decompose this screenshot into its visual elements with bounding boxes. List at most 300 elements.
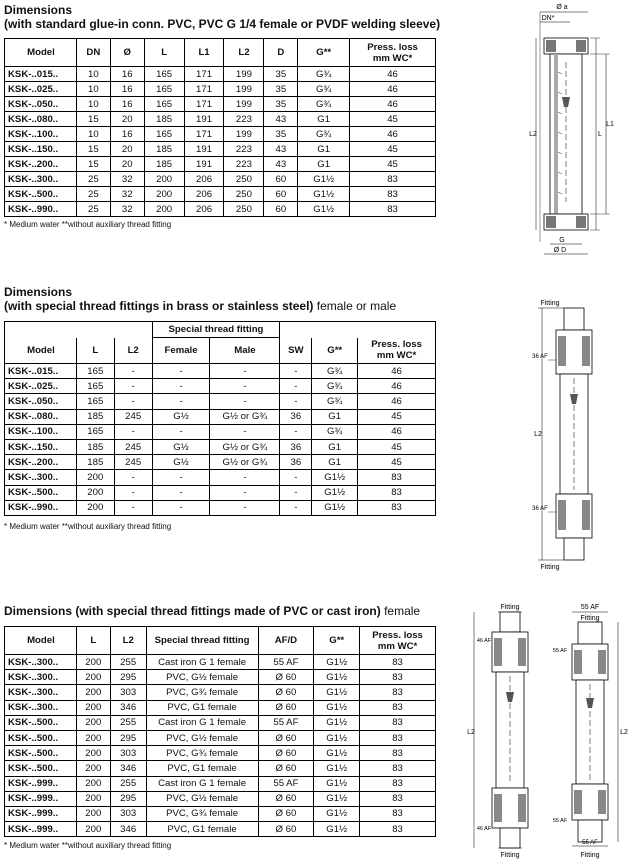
table-cell: 45 — [358, 439, 436, 454]
table-cell: 346 — [110, 761, 146, 776]
table-row — [5, 82, 436, 97]
table-cell: Ø 60 — [258, 822, 314, 837]
table-row — [5, 730, 436, 745]
table-cell: G¾ — [298, 127, 350, 142]
table-cell: PVC, G1 female — [146, 761, 258, 776]
table-row — [5, 424, 436, 439]
table-cell: G¾ — [298, 82, 350, 97]
table-cell: G¾ — [312, 379, 358, 394]
model-cell: KSK-..500.. — [5, 187, 77, 202]
table-row — [5, 67, 436, 82]
label-l1: L1 — [606, 121, 614, 128]
table-cell: - — [152, 470, 210, 485]
section1-footnote: * Medium water **without auxiliary thread fitting — [4, 220, 172, 229]
header-l: L — [76, 627, 110, 655]
table-cell: 199 — [224, 127, 264, 142]
table-cell: 55 AF — [258, 655, 314, 670]
table-cell: 185 — [144, 112, 184, 127]
table-cell: 165 — [144, 97, 184, 112]
model-cell: KSK-..500.. — [5, 485, 77, 500]
table-cell: Ø 60 — [258, 746, 314, 761]
label-fitting-top: Fitting — [540, 300, 560, 307]
label-af-b-top: 55 AF — [580, 604, 600, 611]
table-cell: 35 — [264, 127, 298, 142]
label-l2: L2 — [534, 431, 542, 438]
table-cell: 16 — [110, 127, 144, 142]
table-cell: - — [210, 500, 280, 515]
table-cell: - — [114, 394, 152, 409]
table-cell: G1½ — [312, 500, 358, 515]
table-cell: PVC, G1 female — [146, 700, 258, 715]
table-cell: 199 — [224, 97, 264, 112]
table-cell: 46 — [350, 97, 436, 112]
table-cell: 83 — [358, 500, 436, 515]
table-cell: 223 — [224, 157, 264, 172]
table-cell: G1½ — [314, 776, 360, 791]
table-cell: 185 — [76, 455, 114, 470]
table-cell: 223 — [224, 142, 264, 157]
flowmeter-drawing-pvc-b — [548, 600, 634, 864]
table-cell: G1½ — [314, 822, 360, 837]
header-af-d: AF/D — [258, 627, 314, 655]
table-cell: 36 — [280, 409, 312, 424]
table-cell: G1½ — [314, 670, 360, 685]
table-row — [5, 655, 436, 670]
table-row — [5, 142, 436, 157]
table-cell: 83 — [360, 776, 436, 791]
model-cell: KSK-..500.. — [5, 761, 77, 776]
section2-title-line2 — [4, 299, 454, 313]
table-cell: PVC, G½ female — [146, 730, 258, 745]
table-cell: 250 — [224, 202, 264, 217]
table-cell: 295 — [110, 791, 146, 806]
label-af-b-bottom: 55 AF — [582, 840, 598, 846]
table-cell: 60 — [264, 202, 298, 217]
table-cell: 200 — [144, 187, 184, 202]
header-press-loss-line2: mm WC* — [376, 350, 417, 362]
table-cell: 36 — [280, 455, 312, 470]
section3-title — [4, 604, 464, 618]
table-cell: 200 — [76, 761, 110, 776]
table-cell: 200 — [76, 500, 114, 515]
table-cell: 16 — [110, 67, 144, 82]
table-cell: 185 — [76, 409, 114, 424]
table-cell: 165 — [76, 364, 114, 379]
table-cell: 223 — [224, 112, 264, 127]
table-row — [5, 187, 436, 202]
table-cell: - — [280, 500, 312, 515]
header-l: L — [144, 39, 184, 67]
table-cell: 171 — [184, 82, 224, 97]
table-cell: 200 — [76, 730, 110, 745]
table-cell: 36 — [280, 439, 312, 454]
table-cell: 46 — [358, 379, 436, 394]
table-cell: G1½ — [298, 187, 350, 202]
table-cell: PVC, G¾ female — [146, 746, 258, 761]
table-row — [5, 172, 436, 187]
table-row — [5, 685, 436, 700]
table-cell: G¾ — [312, 394, 358, 409]
table-cell: - — [114, 424, 152, 439]
table-cell: 346 — [110, 700, 146, 715]
table-cell: G½ — [152, 455, 210, 470]
section3-title-normal: female — [380, 604, 421, 618]
table-cell: - — [210, 379, 280, 394]
flowmeter-drawing-pvc-a — [462, 600, 548, 864]
section2-header-row — [5, 338, 436, 364]
table-cell: 83 — [350, 202, 436, 217]
section1-table-body — [5, 67, 436, 217]
table-row — [5, 112, 436, 127]
table-cell: 200 — [144, 202, 184, 217]
table-cell: 60 — [264, 172, 298, 187]
table-cell: 60 — [264, 187, 298, 202]
section3-table-body — [5, 655, 436, 837]
table-cell: 303 — [110, 806, 146, 821]
header-press-loss-line2: mm WC* — [372, 52, 413, 64]
flowmeter-drawing-standard — [520, 2, 620, 264]
label-fitting-bottom: Fitting — [540, 564, 560, 571]
header-d: D — [264, 39, 298, 67]
table-cell: Cast iron G 1 female — [146, 715, 258, 730]
table-row — [5, 806, 436, 821]
header-press-loss — [358, 338, 436, 364]
table-cell: - — [114, 379, 152, 394]
table-cell: - — [114, 470, 152, 485]
table-cell: 45 — [350, 112, 436, 127]
table-cell: 32 — [110, 202, 144, 217]
section-standard-connections — [4, 3, 444, 233]
label-dn: DN* — [541, 15, 555, 22]
model-cell: KSK-..025.. — [5, 82, 77, 97]
table-cell: G1½ — [314, 685, 360, 700]
table-cell: G1 — [312, 455, 358, 470]
section2-table-body — [5, 364, 436, 516]
table-cell: PVC, G¾ female — [146, 806, 258, 821]
table-cell: PVC, G½ female — [146, 791, 258, 806]
model-cell: KSK-..300.. — [5, 670, 77, 685]
table-cell: 35 — [264, 82, 298, 97]
table-cell: 165 — [76, 424, 114, 439]
section2-title-line1: Dimensions — [4, 285, 73, 299]
model-cell: KSK-..025.. — [5, 379, 77, 394]
table-cell: 83 — [350, 187, 436, 202]
table-cell: 15 — [76, 112, 110, 127]
table-row — [5, 746, 436, 761]
table-cell: 32 — [110, 187, 144, 202]
table-cell: Ø 60 — [258, 806, 314, 821]
table-cell: 83 — [350, 172, 436, 187]
table-cell: Ø 60 — [258, 791, 314, 806]
table-cell: - — [114, 364, 152, 379]
table-cell: PVC, G¾ female — [146, 685, 258, 700]
model-cell: KSK-..050.. — [5, 394, 77, 409]
header-sw: SW — [280, 338, 312, 364]
section2-title-normal: female or male — [313, 299, 397, 313]
table-cell: 83 — [360, 806, 436, 821]
header-dn: DN — [76, 39, 110, 67]
table-cell: 250 — [224, 187, 264, 202]
table-cell: 206 — [184, 187, 224, 202]
table-cell: G¾ — [298, 97, 350, 112]
table-cell: G1½ — [298, 172, 350, 187]
table-row — [5, 700, 436, 715]
section2-group-row — [5, 322, 436, 338]
table-cell: 199 — [224, 67, 264, 82]
table-cell: G1 — [298, 142, 350, 157]
label-g: G — [559, 237, 565, 244]
model-cell: KSK-..150.. — [5, 142, 77, 157]
header-female: Female — [152, 338, 210, 364]
table-row — [5, 379, 436, 394]
section3-title-bold: Dimensions (with special thread fittings made of PVC or cast iron) — [4, 604, 381, 618]
table-cell: G1½ — [298, 202, 350, 217]
table-cell: 200 — [76, 700, 110, 715]
table-row — [5, 127, 436, 142]
table-cell: 83 — [360, 791, 436, 806]
table-cell: 165 — [76, 394, 114, 409]
table-cell: 250 — [224, 172, 264, 187]
table-cell: Ø 60 — [258, 670, 314, 685]
table-cell: - — [152, 394, 210, 409]
section1-title-line1: Dimensions — [4, 3, 73, 17]
table-cell: 20 — [110, 142, 144, 157]
table-cell: 83 — [360, 715, 436, 730]
table-row — [5, 470, 436, 485]
table-cell: PVC, G1 female — [146, 822, 258, 837]
table-cell: 46 — [350, 127, 436, 142]
section1-title-line2: (with standard glue-in conn. PVC, PVC G 1/4 female or PVDF welding sleeve) — [4, 17, 441, 31]
table-cell: PVC, G½ female — [146, 670, 258, 685]
table-cell: - — [280, 485, 312, 500]
header-model: Model — [5, 39, 77, 67]
table-cell: G½ or G¾ — [210, 409, 280, 424]
table-cell: 245 — [114, 409, 152, 424]
table-cell: 346 — [110, 822, 146, 837]
model-cell: KSK-..080.. — [5, 409, 77, 424]
table-cell: 165 — [144, 67, 184, 82]
table-cell: - — [114, 485, 152, 500]
table-cell: - — [210, 364, 280, 379]
label-af-b-side-bottom: 55 AF — [552, 818, 568, 824]
table-cell: 20 — [110, 157, 144, 172]
model-cell: KSK-..200.. — [5, 455, 77, 470]
table-row — [5, 157, 436, 172]
table-cell: 10 — [76, 127, 110, 142]
table-cell: 45 — [350, 142, 436, 157]
table-cell: G1½ — [314, 715, 360, 730]
table-cell: 255 — [110, 776, 146, 791]
table-cell: - — [152, 485, 210, 500]
table-row — [5, 791, 436, 806]
table-cell: 16 — [110, 97, 144, 112]
model-cell: KSK-..999.. — [5, 791, 77, 806]
section1-header-row — [5, 39, 436, 67]
model-cell: KSK-..015.. — [5, 67, 77, 82]
table-cell: 191 — [184, 157, 224, 172]
table-cell: 43 — [264, 157, 298, 172]
header-model: Model — [5, 338, 77, 364]
table-cell: Cast iron G 1 female — [146, 655, 258, 670]
table-cell: - — [210, 394, 280, 409]
header-l2: L2 — [224, 39, 264, 67]
flowmeter-drawing-brass — [520, 296, 620, 576]
table-row — [5, 409, 436, 424]
label-diameter-d: Ø D — [553, 247, 567, 254]
label-af-top: 36 AF — [532, 354, 548, 360]
header-l: L — [76, 338, 114, 364]
table-cell: 45 — [350, 157, 436, 172]
header-press-loss-line1: Press. loss — [367, 41, 418, 53]
table-cell: 165 — [144, 82, 184, 97]
section2-footnote: * Medium water **without auxiliary thread fitting — [4, 522, 172, 531]
table-row — [5, 455, 436, 470]
model-cell: KSK-..999.. — [5, 806, 77, 821]
table-cell: G1 — [312, 439, 358, 454]
table-cell: 200 — [76, 715, 110, 730]
table-row — [5, 670, 436, 685]
table-cell: G1½ — [312, 470, 358, 485]
table-row — [5, 439, 436, 454]
model-cell: KSK-..050.. — [5, 97, 77, 112]
label-af-b-side-top: 55 AF — [552, 648, 568, 654]
table-cell: 83 — [360, 746, 436, 761]
table-cell: - — [280, 470, 312, 485]
table-row — [5, 715, 436, 730]
model-cell: KSK-..999.. — [5, 776, 77, 791]
table-cell: 45 — [358, 455, 436, 470]
table-cell: 83 — [360, 655, 436, 670]
table-cell: 171 — [184, 97, 224, 112]
label-l2-a: L2 — [467, 729, 475, 736]
table-cell: 199 — [224, 82, 264, 97]
table-cell: 165 — [144, 127, 184, 142]
table-cell: G1½ — [314, 655, 360, 670]
table-cell: 200 — [76, 806, 110, 821]
section2-title-bold: (with special thread fittings in brass or stainless steel) — [4, 299, 314, 313]
header-l2: L2 — [110, 627, 146, 655]
table-cell: 200 — [76, 485, 114, 500]
table-cell: G1 — [312, 409, 358, 424]
table-cell: 43 — [264, 142, 298, 157]
table-cell: 46 — [358, 424, 436, 439]
model-cell: KSK-..300.. — [5, 470, 77, 485]
table-cell: 245 — [114, 439, 152, 454]
table-cell: - — [152, 379, 210, 394]
table-cell: G½ — [152, 439, 210, 454]
label-af-a-top: 46 AF — [476, 638, 492, 644]
header-male: Male — [210, 338, 280, 364]
table-cell: 46 — [350, 82, 436, 97]
header-model: Model — [5, 627, 77, 655]
table-cell: 200 — [76, 685, 110, 700]
table-cell: 200 — [76, 746, 110, 761]
table-cell: 206 — [184, 172, 224, 187]
table-cell: Ø 60 — [258, 761, 314, 776]
table-cell: G1½ — [314, 791, 360, 806]
table-row — [5, 776, 436, 791]
table-cell: 200 — [76, 791, 110, 806]
label-fitting-a-top: Fitting — [500, 604, 520, 611]
table-row — [5, 485, 436, 500]
model-cell: KSK-..999.. — [5, 822, 77, 837]
table-cell: 255 — [110, 655, 146, 670]
table-cell: 15 — [76, 157, 110, 172]
section-special-thread-pvc — [4, 604, 464, 854]
table-cell: Ø 60 — [258, 685, 314, 700]
model-cell: KSK-..990.. — [5, 500, 77, 515]
header-l1: L1 — [184, 39, 224, 67]
table-cell: 200 — [144, 172, 184, 187]
label-l2: L2 — [529, 131, 537, 138]
table-cell: 185 — [144, 142, 184, 157]
table-row — [5, 761, 436, 776]
table-cell: G1½ — [314, 700, 360, 715]
table-cell: 83 — [358, 485, 436, 500]
model-cell: KSK-..100.. — [5, 424, 77, 439]
table-cell: 200 — [76, 822, 110, 837]
table-cell: - — [280, 424, 312, 439]
label-af-bottom: 36 AF — [532, 506, 548, 512]
table-cell: 200 — [76, 670, 110, 685]
model-cell: KSK-..200.. — [5, 157, 77, 172]
header-press-loss — [350, 39, 436, 67]
table-cell: 185 — [76, 439, 114, 454]
section3-header-row — [5, 627, 436, 655]
table-cell: 165 — [76, 379, 114, 394]
table-cell: 171 — [184, 127, 224, 142]
table-cell: - — [152, 424, 210, 439]
table-cell: - — [114, 500, 152, 515]
section3-table — [4, 626, 436, 837]
model-cell: KSK-..080.. — [5, 112, 77, 127]
table-cell: 83 — [360, 700, 436, 715]
table-cell: - — [280, 379, 312, 394]
table-cell: - — [280, 394, 312, 409]
table-cell: 55 AF — [258, 715, 314, 730]
header-g: G** — [312, 338, 358, 364]
table-cell: 295 — [110, 670, 146, 685]
table-cell: G½ or G¾ — [210, 455, 280, 470]
header-diameter: Ø — [110, 39, 144, 67]
model-cell: KSK-..500.. — [5, 730, 77, 745]
table-cell: 43 — [264, 112, 298, 127]
header-press-loss-line1: Press. loss — [372, 629, 423, 641]
table-row — [5, 364, 436, 379]
model-cell: KSK-..300.. — [5, 655, 77, 670]
label-af-a-bottom: 46 AF — [476, 826, 492, 832]
table-row — [5, 500, 436, 515]
table-cell: G½ — [152, 409, 210, 424]
table-cell: 303 — [110, 685, 146, 700]
table-cell: 303 — [110, 746, 146, 761]
table-row — [5, 394, 436, 409]
table-cell: 245 — [114, 455, 152, 470]
table-cell: 35 — [264, 67, 298, 82]
header-special-thread-fitting: Special thread fitting — [146, 627, 258, 655]
table-cell: 16 — [110, 82, 144, 97]
header-g: G** — [298, 39, 350, 67]
table-cell: 185 — [144, 157, 184, 172]
table-cell: 191 — [184, 112, 224, 127]
label-fitting-b-bottom: Fitting — [580, 852, 600, 859]
table-cell: 191 — [184, 142, 224, 157]
table-cell: 32 — [110, 172, 144, 187]
table-cell: 20 — [110, 112, 144, 127]
table-cell: Ø 60 — [258, 730, 314, 745]
table-cell: 25 — [76, 172, 110, 187]
table-cell: 83 — [360, 761, 436, 776]
